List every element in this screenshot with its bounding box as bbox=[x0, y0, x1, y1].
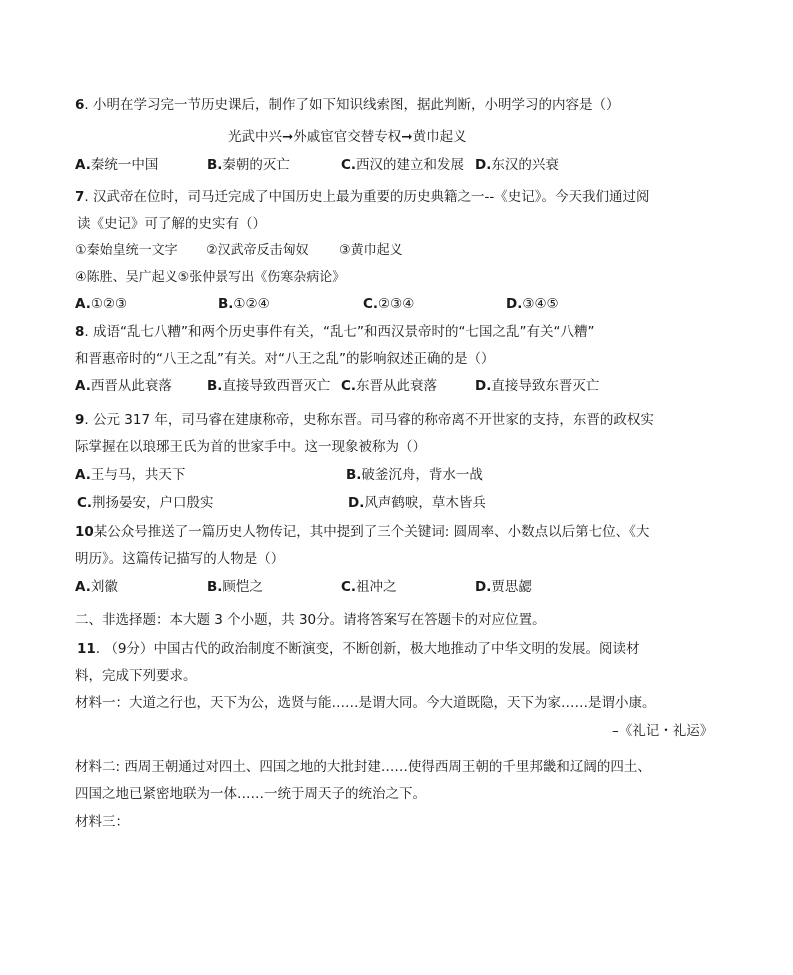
q8-option-c: C.东晋从此衰落 bbox=[341, 378, 438, 394]
material-1-source: –《礼记・礼运》 bbox=[612, 723, 714, 739]
q8-option-a: A.西晋从此衰落 bbox=[75, 378, 172, 394]
q10-stem-line2: 明历》。这篇传记描写的人物是（） bbox=[75, 551, 285, 567]
material-1: 材料一：大道之行也，天下为公，选贤与能……是谓大同。今大道既隐，天下为家……是谓小康。 bbox=[75, 695, 656, 711]
q8-option-b: B.直接导致西晋灭亡 bbox=[207, 378, 331, 394]
q6-number: 6 bbox=[75, 97, 85, 113]
q7-option-d: D.③④⑤ bbox=[506, 296, 559, 312]
material-2-line2: 四国之地已紧密地联为一体……一统于周天子的统治之下。 bbox=[75, 786, 426, 802]
q6-stem bbox=[75, 96, 620, 114]
q11-number: 11 bbox=[77, 641, 96, 657]
q10-number: 10 bbox=[75, 524, 94, 540]
section2-heading: 二、非选择题：本大题 3 个小题，共 30分。请将答案写在答题卡的对应位置。 bbox=[75, 612, 546, 628]
q7-items-line2: ④陈胜、吴广起义⑤张仲景写出《伤寒杂病论》 bbox=[75, 270, 346, 285]
q10-option-c: C.祖冲之 bbox=[341, 579, 397, 595]
q7-item-3: ③黄巾起义 bbox=[339, 243, 403, 258]
q9-stem-line2: 际掌握在以琅琊王氏为首的世家手中。这一现象被称为（） bbox=[75, 439, 426, 455]
q11-stem-line2: 料，完成下列要求。 bbox=[75, 668, 197, 684]
q6-option-c: C.西汉的建立和发展 bbox=[341, 157, 465, 173]
q7-option-b: B.①②④ bbox=[218, 296, 270, 312]
q9-stem-line1: 9. 公元 317 年，司马睿在建康称帝，史称东晋。司马睿的称帝离不开世家的支持，东晋的政权实 bbox=[75, 412, 654, 428]
q9-option-d: D.风声鹤唳，草木皆兵 bbox=[348, 495, 486, 511]
q7-stem-line2: 读《史记》可了解的史实有（） bbox=[77, 216, 266, 232]
q8-stem-line1: 8. 成语“乱七八糟”和两个历史事件有关，“乱七”和西汉景帝时的“七国之乱”有关“八糟” bbox=[75, 324, 595, 340]
q10-stem-line1: 10某公众号推送了一篇历史人物传记，其中提到了三个关键词: 圆周率、小数点以后第七位、《大 bbox=[75, 524, 650, 540]
q10-option-d: D.贾思勰 bbox=[475, 579, 532, 595]
material-2-line1: 材料二: 西周王朝通过对四土、四国之地的大批封建……使得西周王朝的千里邦畿和辽阔的四土、 bbox=[75, 759, 651, 775]
q7-option-c: C.②③④ bbox=[363, 296, 415, 312]
q6-option-a: A.秦统一中国 bbox=[75, 157, 159, 173]
q11-stem-line1: 11. （9分）中国古代的政治制度不断演变，不断创新，极大地推动了中华文明的发展。阅读材 bbox=[77, 641, 640, 657]
q6-stem-text: . 小明在学习完一节历史课后，制作了如下知识线索图，据此判断，小明学习的内容是（） bbox=[84, 97, 620, 113]
q6-flow: 光武中兴➞外戚宦官交替专权➞黄巾起义 bbox=[228, 129, 467, 145]
material-3-label: 材料三： bbox=[75, 814, 129, 830]
q9-number: 9 bbox=[75, 412, 85, 428]
q8-stem-line2: 和晋惠帝时的“八王之乱”有关。对“八王之乱”的影响叙述正确的是（） bbox=[75, 351, 495, 367]
q9-option-b: B.破釜沉舟，背水一战 bbox=[346, 467, 483, 483]
q7-number: 7 bbox=[75, 189, 85, 205]
q9-option-c: C.荆扬晏安，户口殷实 bbox=[77, 495, 214, 511]
q8-option-d: D.直接导致东晋灭亡 bbox=[475, 378, 600, 394]
q7-item-1: ①秦始皇统一文字 bbox=[75, 243, 178, 258]
q6-option-b: B.秦朝的灭亡 bbox=[207, 157, 290, 173]
q7-stem-line1: 7. 汉武帝在位时，司马迁完成了中国历史上最为重要的历史典籍之一--《史记》。今天我们通过阅 bbox=[75, 189, 650, 205]
q9-option-a: A.王与马，共天下 bbox=[75, 467, 186, 483]
q10-option-b: B.顾恺之 bbox=[207, 579, 263, 595]
q6-option-d: D.东汉的兴衰 bbox=[475, 157, 559, 173]
q8-number: 8 bbox=[75, 324, 85, 340]
q7-item-2: ②汉武帝反击匈奴 bbox=[206, 243, 309, 258]
q7-option-a: A.①②③ bbox=[75, 296, 128, 312]
q10-option-a: A.刘徽 bbox=[75, 579, 118, 595]
